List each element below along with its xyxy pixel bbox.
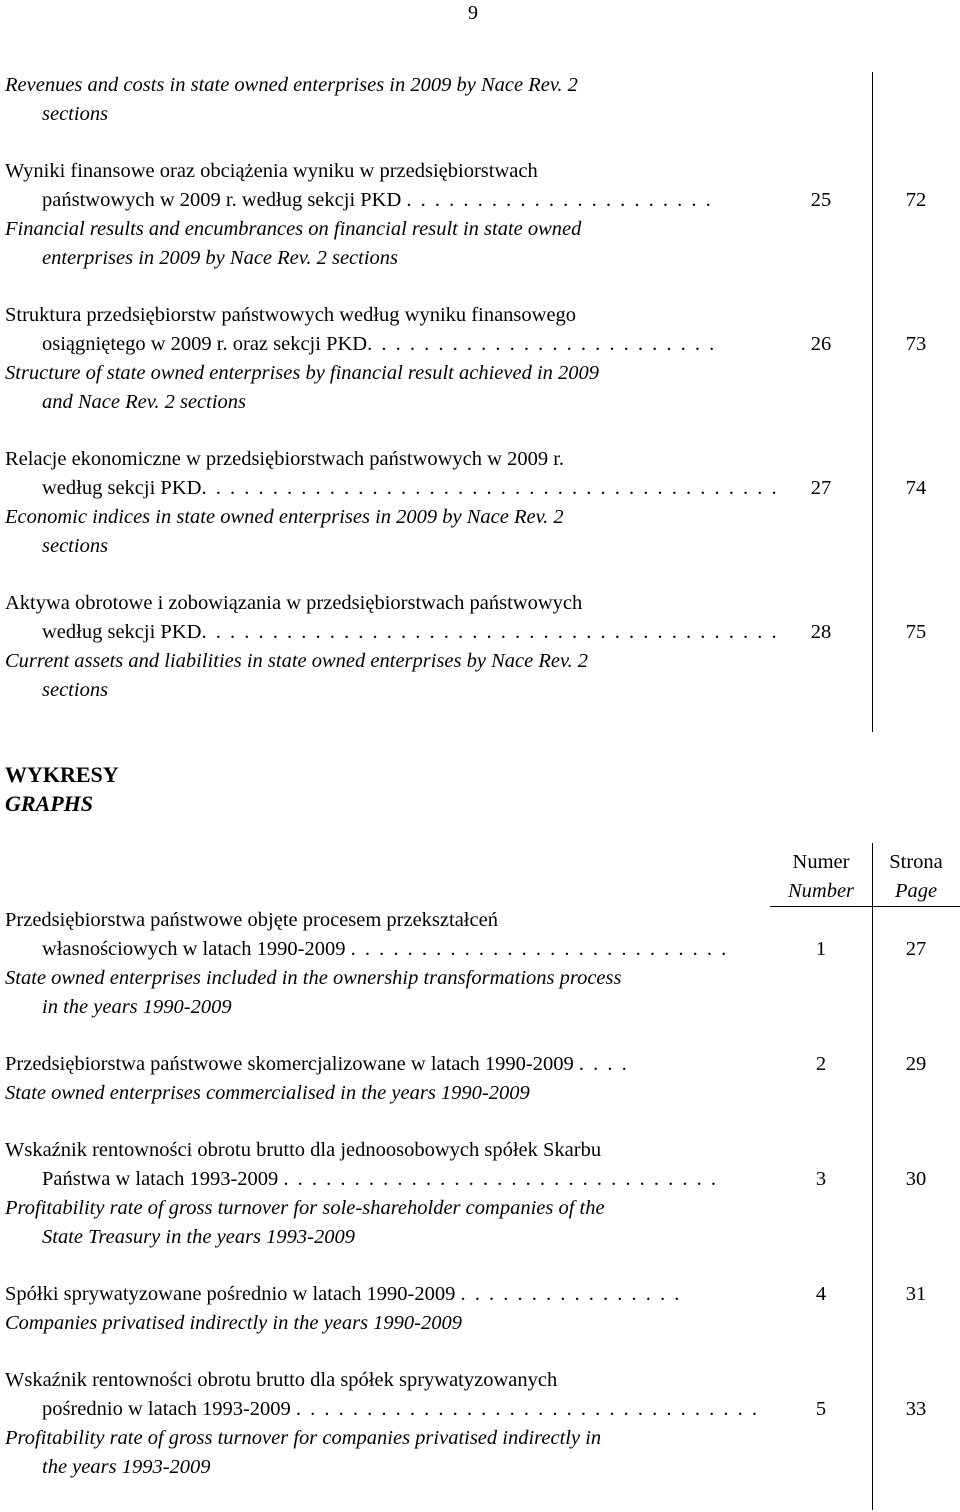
graph-entry-4-strona: 31 bbox=[905, 1283, 927, 1305]
toc-entry-25-pl-2: państwowych w 2009 r. według sekcji PKD . . . . . . . . . . . . . . . . . . . . . . bbox=[42, 189, 713, 211]
column-header-numer: Numer bbox=[792, 851, 850, 873]
toc-entry-26-en-2: and Nace Rev. 2 sections bbox=[42, 391, 246, 413]
graph-entry-4-pl-1: Spółki sprywatyzowane pośrednio w latach 1990-2009 . . . . . . . . . . . . . . . . bbox=[5, 1283, 682, 1305]
graph-entry-2-en-1: State owned enterprises commercialised in the years 1990-2009 bbox=[5, 1082, 530, 1104]
graph-entry-1-numer: 1 bbox=[815, 938, 827, 960]
graph-entry-5-numer: 5 bbox=[815, 1398, 827, 1420]
toc-entry-25-numer: 25 bbox=[810, 189, 832, 211]
leader-dots: . . . . . . . . . . . . . . . . . . . . . . bbox=[406, 189, 713, 211]
graph-entry-2-strona: 29 bbox=[905, 1053, 927, 1075]
graph-entry-3-en-2: State Treasury in the years 1993-2009 bbox=[42, 1226, 355, 1248]
toc-entry-25-en-1: Financial results and encumbrances on financial result in state owned bbox=[5, 218, 582, 240]
column-header-underline bbox=[770, 906, 960, 907]
toc-entry-28-en-1: Current assets and liabilities in state owned enterprises by Nace Rev. 2 bbox=[5, 650, 589, 672]
toc-entry-28-en-2: sections bbox=[42, 679, 109, 701]
graph-entry-4-numer: 4 bbox=[815, 1283, 827, 1305]
toc-entry-27-pl-2: według sekcji PKD. . . . . . . . . . . . . . . . . . . . . . . . . . . . . . . . . . . . . . . . . bbox=[42, 477, 779, 499]
column-header-strona: Strona bbox=[889, 851, 943, 873]
toc-entry-28-pl-1: Aktywa obrotowe i zobowiązania w przedsiębiorstwach państwowych bbox=[5, 592, 583, 614]
graph-entry-5-strona: 33 bbox=[905, 1398, 927, 1420]
leader-dots: . . . . . . . . . . . . . . . . . . . . . . . . . bbox=[367, 333, 717, 355]
section-title-pl: WYKRESY bbox=[5, 762, 119, 787]
column-divider-bottom bbox=[872, 843, 873, 1510]
graph-entry-3-numer: 3 bbox=[815, 1168, 827, 1190]
toc-entry-27-strona: 74 bbox=[905, 477, 927, 499]
toc-entry-27-pl-1: Relacje ekonomiczne w przedsiębiorstwach państwowych w 2009 r. bbox=[5, 448, 565, 470]
column-header-number: Number bbox=[787, 880, 855, 902]
toc-entry-0-line-2: sections bbox=[42, 103, 109, 125]
toc-entry-26-pl-2: osiągniętego w 2009 r. oraz sekcji PKD. . . . . . . . . . . . . . . . . . . . . . . . . bbox=[42, 333, 717, 355]
leader-dots: . . . . . . . . . . . . . . . . . . . . . . . . . . . bbox=[350, 938, 729, 960]
section-title-en: GRAPHS bbox=[5, 791, 94, 816]
toc-entry-26-strona: 73 bbox=[905, 333, 927, 355]
graph-entry-2-pl-1: Przedsiębiorstwa państwowe skomercjalizowane w latach 1990-2009 . . . . bbox=[5, 1053, 629, 1075]
toc-entry-28-strona: 75 bbox=[905, 621, 927, 643]
toc-entry-26-numer: 26 bbox=[810, 333, 832, 355]
graph-entry-5-pl-1: Wskaźnik rentowności obrotu brutto dla spółek sprywatyzowanych bbox=[5, 1369, 558, 1391]
leader-dots: . . . . . . . . . . . . . . . . bbox=[460, 1283, 682, 1305]
graph-entry-3-en-1: Profitability rate of gross turnover for sole-shareholder companies of the bbox=[5, 1197, 605, 1219]
graph-entry-1-strona: 27 bbox=[905, 938, 927, 960]
toc-entry-26-pl-1: Struktura przedsiębiorstw państwowych według wyniku finansowego bbox=[5, 304, 577, 326]
leader-dots: . . . . . . . . . . . . . . . . . . . . . . . . . . . . . . . bbox=[283, 1168, 719, 1190]
graph-entry-2-numer: 2 bbox=[815, 1053, 827, 1075]
graph-entry-1-pl-2: własnościowych w latach 1990-2009 . . . . . . . . . . . . . . . . . . . . . . . . . . . bbox=[42, 938, 729, 960]
toc-entry-25-pl-1: Wyniki finansowe oraz obciążenia wyniku w przedsiębiorstwach bbox=[5, 160, 538, 182]
toc-entry-25-strona: 72 bbox=[905, 189, 927, 211]
toc-entry-0-line-1: Revenues and costs in state owned enterprises in 2009 by Nace Rev. 2 bbox=[5, 74, 578, 96]
leader-dots: . . . . bbox=[578, 1053, 629, 1075]
toc-entry-27-en-1: Economic indices in state owned enterprises in 2009 by Nace Rev. 2 bbox=[5, 506, 564, 528]
graph-entry-3-pl-2: Państwa w latach 1993-2009 . . . . . . . . . . . . . . . . . . . . . . . . . . . . . . . bbox=[42, 1168, 719, 1190]
toc-entry-25-en-2: enterprises in 2009 by Nace Rev. 2 sections bbox=[42, 247, 399, 269]
leader-dots: . . . . . . . . . . . . . . . . . . . . . . . . . . . . . . . . . . . . . . . . . bbox=[201, 477, 779, 499]
page-number: 9 bbox=[468, 2, 478, 24]
graph-entry-1-en-2: in the years 1990-2009 bbox=[42, 996, 232, 1018]
toc-entry-27-en-2: sections bbox=[42, 535, 109, 557]
toc-entry-26-en-1: Structure of state owned enterprises by financial result achieved in 2009 bbox=[5, 362, 600, 384]
graph-entry-5-pl-2: pośrednio w latach 1993-2009 . . . . . . . . . . . . . . . . . . . . . . . . . . . . . . . . . bbox=[42, 1398, 760, 1420]
toc-entry-28-numer: 28 bbox=[810, 621, 832, 643]
toc-entry-27-numer: 27 bbox=[810, 477, 832, 499]
graph-entry-4-en-1: Companies privatised indirectly in the years 1990-2009 bbox=[5, 1312, 463, 1334]
column-header-page: Page bbox=[894, 880, 938, 902]
leader-dots: . . . . . . . . . . . . . . . . . . . . . . . . . . . . . . . . . . . . . . . . . bbox=[201, 621, 779, 643]
toc-entry-28-pl-2: według sekcji PKD. . . . . . . . . . . . . . . . . . . . . . . . . . . . . . . . . . . . . . . . . bbox=[42, 621, 779, 643]
graph-entry-5-en-1: Profitability rate of gross turnover for companies privatised indirectly in bbox=[5, 1427, 602, 1449]
graph-entry-3-strona: 30 bbox=[905, 1168, 927, 1190]
graph-entry-1-pl-1: Przedsiębiorstwa państwowe objęte procesem przekształceń bbox=[5, 909, 498, 931]
graph-entry-3-pl-1: Wskaźnik rentowności obrotu brutto dla jednoosobowych spółek Skarbu bbox=[5, 1139, 602, 1161]
graph-entry-1-en-1: State owned enterprises included in the ownership transformations process bbox=[5, 967, 622, 989]
leader-dots: . . . . . . . . . . . . . . . . . . . . . . . . . . . . . . . . . bbox=[295, 1398, 760, 1420]
graph-entry-5-en-2: the years 1993-2009 bbox=[42, 1456, 211, 1478]
column-divider-top bbox=[872, 72, 873, 732]
